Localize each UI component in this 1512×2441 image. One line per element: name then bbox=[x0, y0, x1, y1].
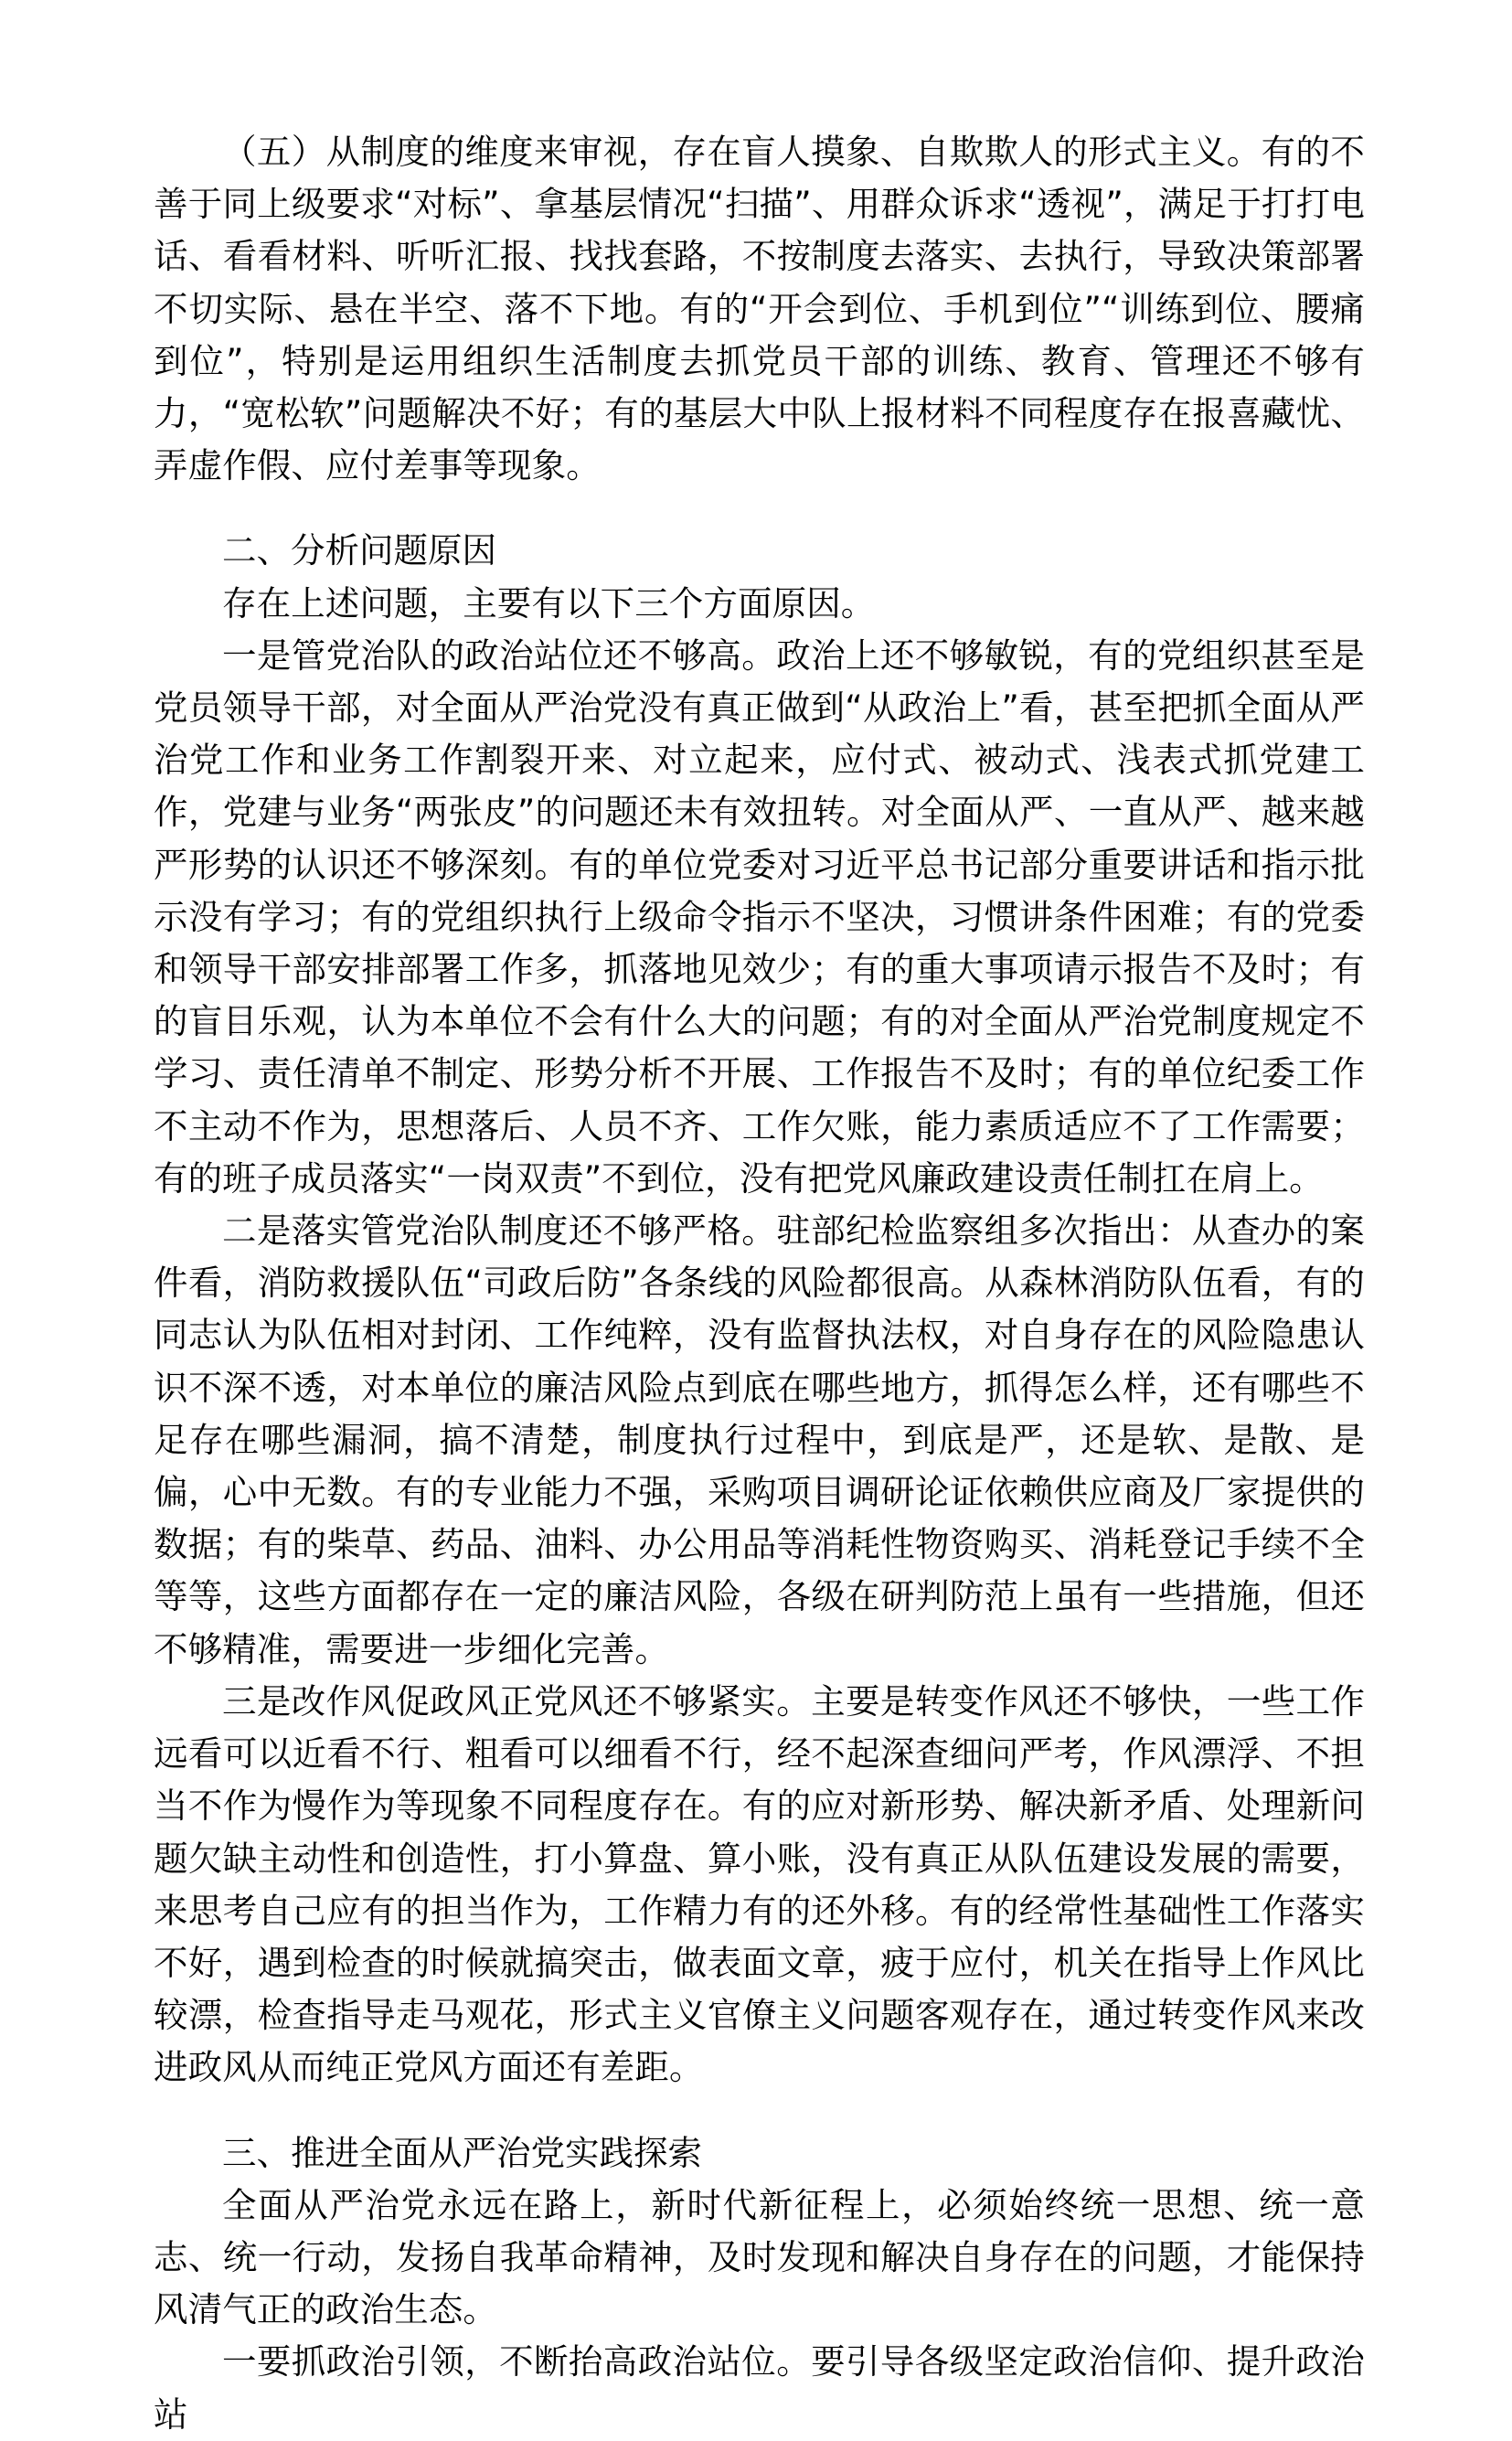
paragraph-cause-intro: 存在上述问题，主要有以下三个方面原因。 bbox=[222, 582, 876, 624]
paragraph-cause-one: 一是管党治队的政治站位还不够高。政治上还不够敏锐，有的党组织甚至是党员领导干部，对全面从严治党没有真正做到“从政治上”看，甚至把抓全面从严治党工作和业务工作割裂开来、对立起来，应付式、被动式、浅表式抓党建工作，党建与业务“两张皮”的问题还未有效扭转。对全面从严、一直从严、越来越严形势的认识还不够深刻。有的单位党委对习近平总书记部分重要讲话和指示批示没有学习；有的党组织执行上级命令指示不坚决，习惯讲条件困难；有的党委和领导干部安排部署工作多，抓落地见效少；有的重大事项请示报告不及时；有的盲目乐观，认为本单位不会有什么大的问题；有的对全面从严治党制度规定不学习、责任清单不制定、形势分析不开展、工作报告不及时；有的单位纪委工作不主动不作为，思想落后、人员不齐、工作欠账，能力素质适应不了工作需要；有的班子成员落实“一岗双责”不到位，没有把党风廉政建设责任制扛在肩上。 bbox=[154, 634, 1365, 1199]
paragraph-section-five: （五）从制度的维度来审视，存在盲人摸象、自欺欺人的形式主义。有的不善于同上级要求“对标”、拿基层情况“扫描”、用群众诉求“透视”，满足于打打电话、看看材料、听听汇报、找找套路，不按制度去落实、去执行，导致决策部署不切实际、悬在半空、落不下地。有的“开会到位、手机到位”“训练到位、腰痛到位”，特别是运用组织生活制度去抓党员干部的训练、教育、管理还不够有力，“宽松软”问题解决不好；有的基层大中队上报材料不同程度存在报喜藏忧、弄虚作假、应付差事等现象。 bbox=[154, 132, 1365, 486]
heading-section-two: 二、分析问题原因 bbox=[222, 530, 496, 571]
block-spacer bbox=[154, 2095, 1365, 2127]
document-body bbox=[154, 126, 1365, 2441]
paragraph-cause-two: 二是落实管党治队制度还不够严格。驻部纪检监察组多次指出：从查办的案件看，消防救援队伍“司政后防”各条线的风险都很高。从森林消防队伍看，有的同志认为队伍相对封闭、工作纯粹，没有监督执法权，对自身存在的风险隐患认识不深不透，对本单位的廉洁风险点到底在哪些地方，抓得怎么样，还有哪些不足存在哪些漏洞，搞不清楚，制度执行过程中，到底是严，还是软、是散、是偏，心中无数。有的专业能力不强，采购项目调研论证依赖供应商及厂家提供的数据；有的柴草、药品、油料、办公用品等消耗性物资购买、消耗登记手续不全等等，这些方面都存在一定的廉洁风险，各级在研判防范上虽有一些措施，但还不够精准，需要进一步细化完善。 bbox=[154, 1210, 1365, 1669]
block-spacer bbox=[154, 492, 1365, 525]
paragraph-cause-three: 三是改作风促政风正党风还不够紧实。主要是转变作风还不够快，一些工作远看可以近看不行、粗看可以细看不行，经不起深查细问严考，作风漂浮、不担当不作为慢作为等现象不同程度存在。有的应对新形势、解决新矛盾、处理新问题欠缺主动性和创造性，打小算盘、算小账，没有真正从队伍建设发展的需要，来思考自己应有的担当作为，工作精力有的还外移。有的经常性基础性工作落实不好，遇到检查的时候就搞突击，做表面文章，疲于应付，机关在指导上作风比较漂，检查指导走马观花，形式主义官僚主义问题客观存在，通过转变作风来改进政风从而纯正党风方面还有差距。 bbox=[154, 1680, 1365, 2088]
heading-section-three: 三、推进全面从严治党实践探索 bbox=[222, 2132, 702, 2173]
paragraph-practice-one: 一要抓政治引领，不断抬高政治站位。要引导各级坚定政治信仰、提升政治站 bbox=[154, 2341, 1365, 2435]
paragraph-practice-intro: 全面从严治党永远在路上，新时代新征程上，必须始终统一思想、统一意志、统一行动，发扬自我革命精神，及时发现和解决自身存在的问题，才能保持风清气正的政治生态。 bbox=[154, 2184, 1365, 2330]
